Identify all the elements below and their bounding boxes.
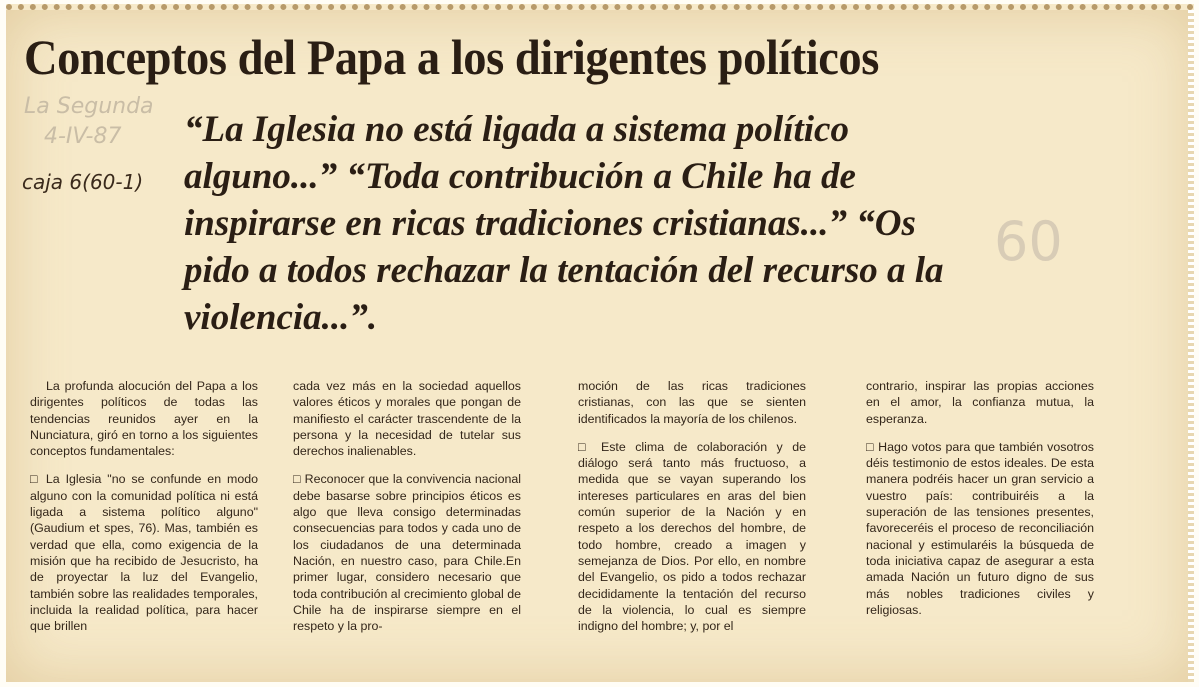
handwritten-page-number: 60: [994, 210, 1063, 273]
paragraph: □ Reconocer que la convivencia nacional debe basarse sobre principios éticos es algo que lleva consigo determinadas consecuencias para todos y cada uno de los ciudadanos de una determinada Nación, en nuestro caso, para Chile.En primer lugar, considero necesario que toda contribución al crecimiento global de Chile ha de inspirarse siempre en el respeto y la pro-: [293, 472, 521, 634]
text-column-3: [578, 378, 806, 646]
text-column-1: [30, 378, 258, 646]
paragraph: cada vez más en la sociedad aquellos valores éticos y morales que pongan de manifiesto el carácter trascendente de la persona y la necesidad de tutelar sus derechos inalienables.: [293, 379, 521, 459]
newspaper-clipping: [6, 4, 1194, 682]
handwritten-box: caja 6(60-1): [22, 170, 144, 194]
handwritten-date: 4-IV-87: [44, 124, 122, 149]
paragraph: moción de las ricas tradiciones cristianas, con las que se sienten identificados la mayoría de los chilenos.: [578, 379, 806, 426]
headline: Conceptos del Papa a los dirigentes políticos: [24, 29, 879, 85]
paragraph: □ La Iglesia "no se confunde en modo alguno con la comunidad política ni está ligada a sistema político alguno" (Gaudium et spes, 76). Mas, también es verdad que ella, como exigencia de la misión que ha recibido de Jesucristo, ha de proyectar la luz del Evangelio, también sobre las realidades temporales, incluida la realidad política, para hacer que brillen: [30, 472, 258, 634]
torn-edge: [1188, 10, 1194, 682]
text-column-2: [293, 378, 521, 646]
subheadline-quotes: “La Iglesia no está ligada a sistema político alguno...” “Toda contribución a Chile ha de inspirarse en ricas tradiciones cristianas...” “Os pido a todos rechazar la tentación del recurso a la violencia...”.: [184, 109, 944, 338]
handwritten-source: La Segunda: [24, 94, 154, 119]
paragraph: contrario, inspirar las propias acciones en el amor, la confianza mutua, la esperanza.: [866, 379, 1094, 426]
paragraph: La profunda alocución del Papa a los dirigentes políticos de todas las tendencias reunidos ayer en la Nunciatura, giró en torno a los siguientes conceptos fundamentales:: [30, 379, 258, 459]
text-column-4: [866, 378, 1094, 630]
paragraph: □ Este clima de colaboración y de diálogo será tanto más fructuoso, a medida que se vayan superando los intereses particulares en aras del bien común superior de la Nación y en respeto a los derechos del hombre, de todo hombre, creado a imagen y semejanza de Dios. Por ello, en nombre del Evangelio, os pido a todos rechazar decididamente la tentación del recurso de la violencia, lo cual es siempre indigno del hombre; y, por el: [578, 439, 806, 634]
paragraph: □ Hago votos para que también vosotros déis testimonio de estos ideales. De esta manera podréis hacer un gran servicio a vuestro país: contribuiréis a la superación de las tensiones presentes, favoreceréis el proceso de reconciliación nacional y estimularéis la búsqueda de toda iniciativa capaz de asegurar a esta amada Nación un futuro digno de sus más nobles tradiciones civiles y religiosas.: [866, 439, 1094, 617]
